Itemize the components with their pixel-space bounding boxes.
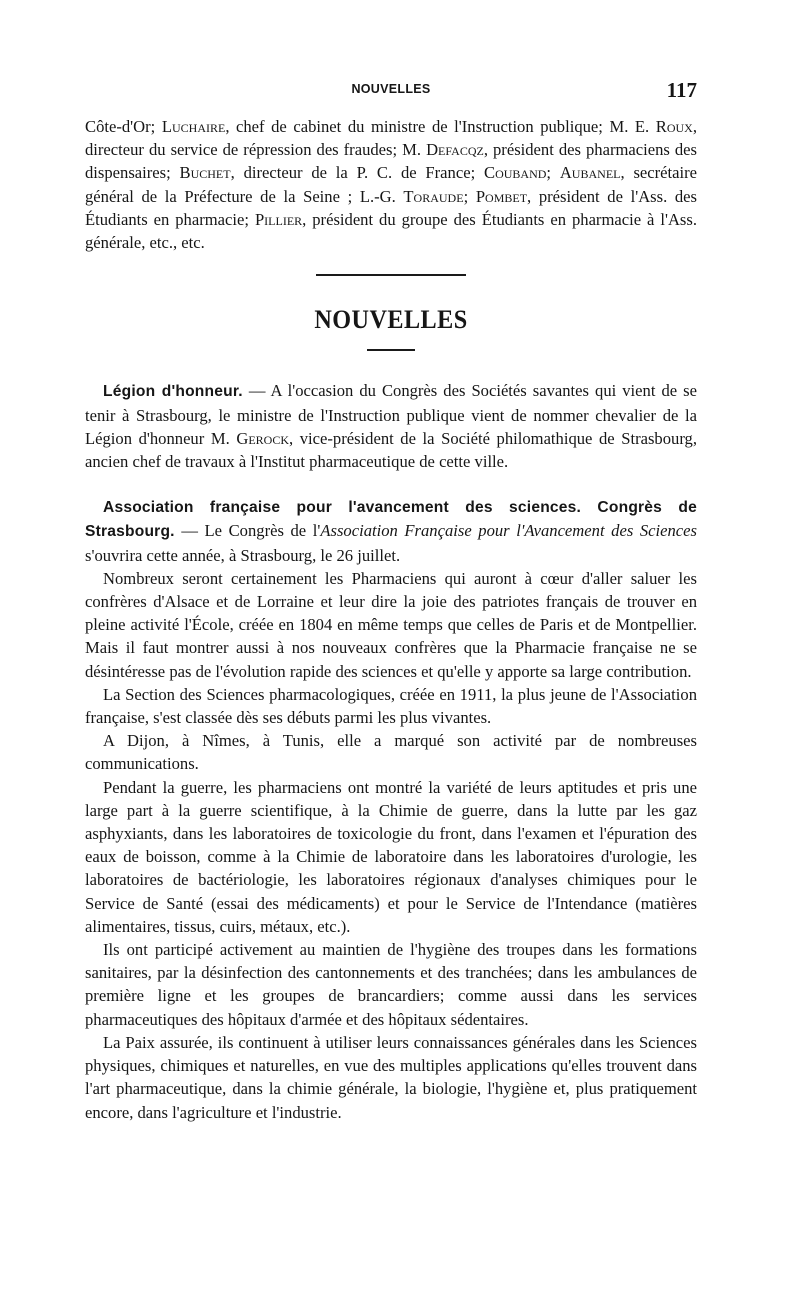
person-name: Pombet	[475, 186, 528, 206]
person-name: Aubanel	[559, 163, 621, 183]
running-title: NOUVELLES	[351, 82, 431, 96]
person-name: Roux	[655, 117, 693, 136]
intro-text: , président de l'Ass. des Étudiants en pharmacie;	[85, 186, 697, 229]
section-title: NOUVELLES	[314, 304, 468, 334]
intro-text: , directeur de la P. C. de France;	[230, 163, 484, 183]
intro-paragraph	[85, 115, 697, 254]
body-paragraph: La Paix assurée, ils continuent à utiliser leurs connaissances générales dans les Sciences physiques, chimiques et naturelles, en vue des multiples applications qu'elles trouvent dans l'art pharmaceutique, dans la chimie générale, la biologie, l'hygiène et, plus pratiquement encore, dans l'agriculture et l'industrie.	[85, 1032, 697, 1122]
intro-text: , secrétaire général de la Préfecture de la Seine ; L.-G.	[85, 163, 697, 206]
body-paragraph: La Section des Sciences pharmacologiques, créée en 1911, la plus jeune de l'Association française, s'est classée dès ses débuts parmi les plus vivantes.	[85, 684, 697, 728]
legion-paragraph	[85, 379, 697, 473]
person-name: Couband	[484, 163, 547, 183]
intro-text: , président des pharmaciens des dispensaires;	[85, 140, 697, 183]
person-name: Pillier	[254, 209, 303, 229]
body-text: — Le Congrès de l'	[174, 521, 321, 541]
person-name: Buchet	[179, 163, 231, 183]
association-paragraph	[85, 495, 697, 567]
body-paragraph: Pendant la guerre, les pharmaciens ont montré la variété de leurs aptitudes et pris une large part à la guerre scientifique, à la Chimie de guerre, dans la lutte par les gaz asphyxiants, dans les laboratoires de toxicologie du front, dans l'examen et l'épuration des eaux de boisson, comme à la Chimie de laboratoire dans les laboratoires d'urologie, les laboratoires de bactériologie, les laboratoires régionaux d'analyses chimiques pour le Service de Santé (essai des médicaments) et pour le Service de l'Intendance (matières alimentaires, tissus, cuirs, métaux, etc.).	[85, 777, 697, 936]
intro-text: ;	[463, 186, 476, 206]
intro-text: , chef de cabinet du ministre de l'Instruction publique; M. E.	[225, 117, 656, 136]
runin-heading: Association française pour l'avancement des sciences. Congrès de Strasbourg.	[85, 499, 697, 541]
person-name: Defacqz	[426, 140, 484, 160]
body-paragraph: A Dijon, à Nîmes, à Tunis, elle a marqué son activité par de nombreuses communications.	[85, 731, 697, 774]
intro-text: ;	[546, 163, 560, 183]
page-number: 117	[666, 78, 697, 102]
section-divider-bottom	[367, 349, 415, 352]
body-text: , vice-président de la Société philomathique de Strasbourg, ancien chef de travaux à l'Institut pharmaceutique de cette ville.	[85, 428, 697, 472]
page-header	[85, 78, 697, 106]
person-name: Luchaire	[161, 117, 226, 136]
person-name: Toraude	[403, 186, 464, 206]
person-name: Gerock	[236, 428, 289, 448]
intro-text: , directeur du service de répression des fraudes; M.	[85, 117, 698, 160]
intro-text: , président du groupe des Étudiants en pharmacie à l'Ass. générale, etc., etc.	[85, 209, 697, 253]
body-paragraph: Nombreux seront certainement les Pharmaciens qui auront à cœur d'aller saluer les confrères d'Alsace et de Lorraine et leur dire la joie des patriotes français de trouver en pleine activité l'École, créée en 1804 en même temps que celles de Paris et de Montpellier. Mais il faut montrer aussi à nos nouveaux confrères que la Pharmacie française ne se désintéresse pas de l'évolution rapide des sciences et qu'elle y apporte sa large contribution.	[85, 568, 697, 681]
body-text: s'ouvrira cette année, à Strasbourg, le 26 juillet.	[85, 545, 401, 565]
italic-title: Association Française pour l'Avancement des Sciences	[320, 521, 697, 541]
body-text: — A l'occasion du Congrès des Sociétés savantes qui vient de se tenir à Strasbourg, le ministre de l'Instruction publique vient de nommer chevalier de la Légion d'honneur M.	[85, 381, 697, 448]
intro-text: Côte-d'Or;	[85, 117, 162, 136]
section-divider-top	[316, 274, 466, 276]
body-paragraph: Ils ont participé activement au maintien de l'hygiène des troupes dans les formations sanitaires, par la désinfection des cantonnements et des tranchées; dans les ambulances de première ligne et les groupes de brancardiers; comme aussi dans les services pharmaceutiques des hôpitaux d'armée et des hôpitaux sédentaires.	[85, 940, 697, 1029]
runin-heading: Légion d'honneur.	[103, 383, 243, 401]
document-page	[85, 78, 697, 1124]
